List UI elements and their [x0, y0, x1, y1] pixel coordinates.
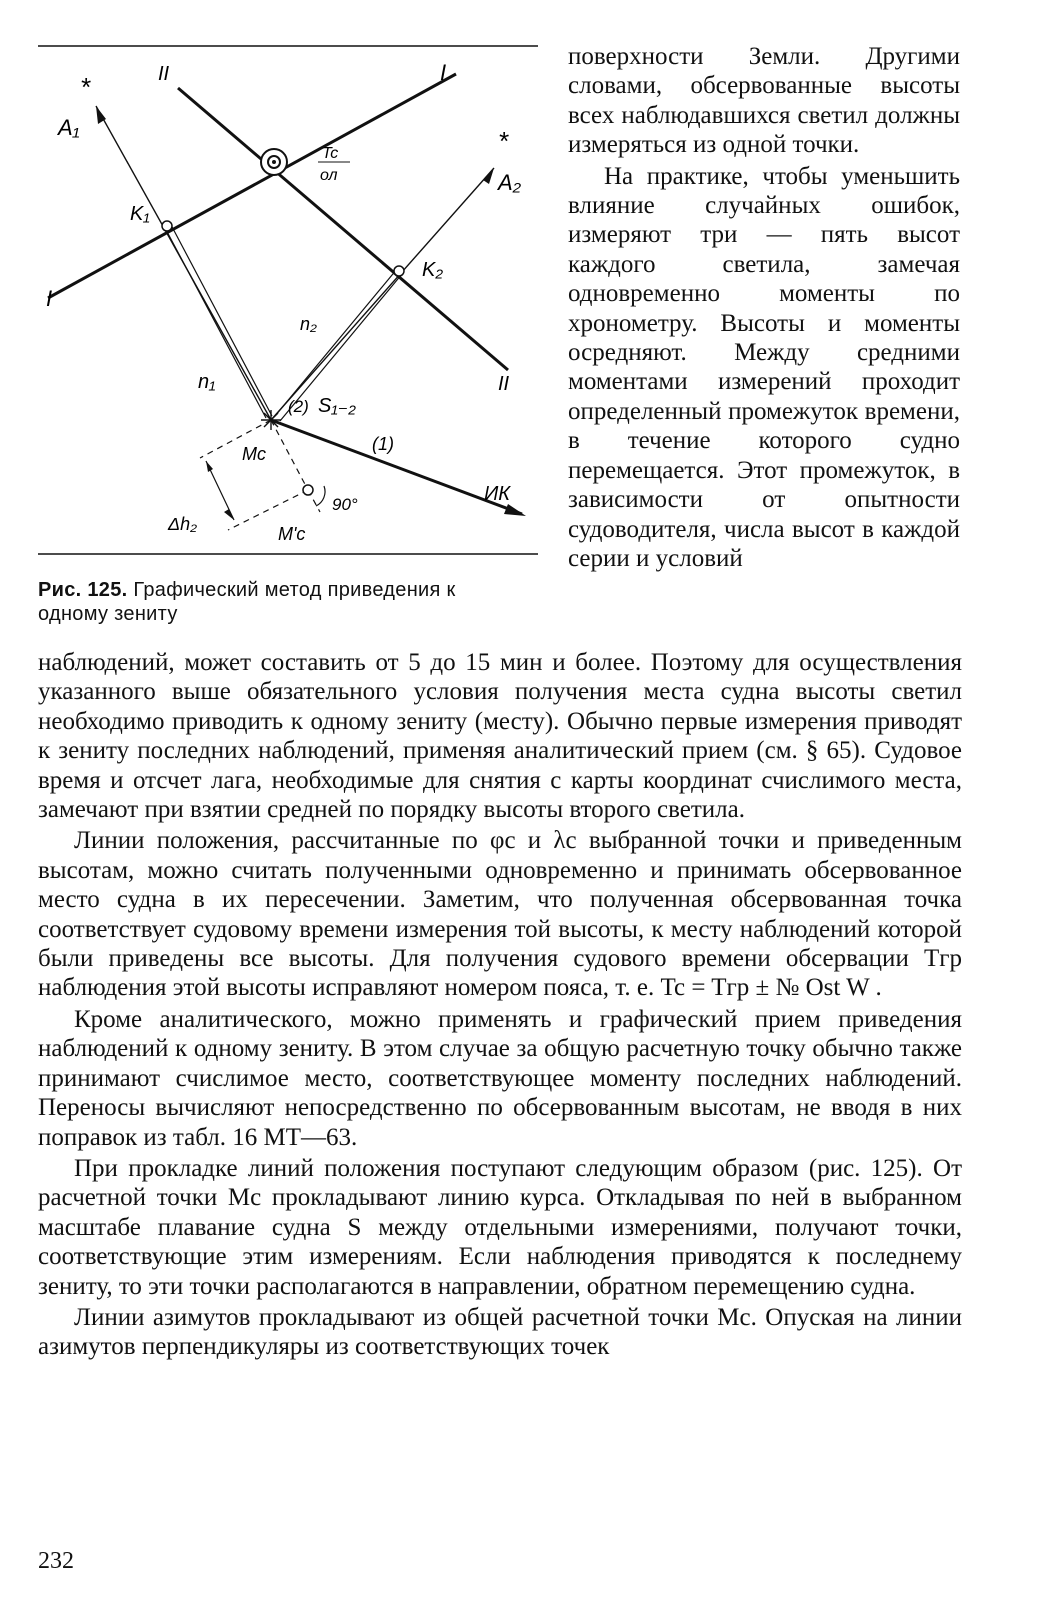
column-paragraph-2: На практике, чтобы уменьшить влияние случайных ошибок, измеряют три — пять высот каждого светила, замечая одновременно моменты по хронометру. Высоты и моменты осредняют. Между средними моментами измерений проходит определенный промежуток времени, в течение которого судно перемещается. Этот промежуток, в зависимости от опытности судоводителя, числа высот в каждой серии и условий: [568, 162, 960, 572]
figure-caption: [38, 578, 528, 626]
caption-text: Графический метод приведения к одному зениту: [38, 579, 456, 625]
right-angle-arc: [316, 486, 325, 506]
point-Mc-prime: [303, 485, 313, 495]
paragraph-position-lines: Линии положения, рассчитанные по φc и λc выбранной точки и приведенным высотам, можно считать полученными одновременно и принимать обсервованное место судна в их пересечении. Заметим, что полученная обсервованная точка соответствует судовому времени измерения той высоты, к месту наблюдений которой были приведены все высоты. Для получения судового времени обсервации Tгр наблюдения этой высоты исправляют номером пояса, т. е. Tc = Tгр ± № Ost W .: [38, 827, 962, 1002]
point-1-label: (1): [372, 434, 394, 454]
II-top-label: II: [158, 63, 170, 85]
paragraph-plotting: При прокладке линий положения поступают следующим образом (рис. 125). От расчетной точки Mc прокладывают линию курса. Откладывая по ней в выбранном масштабе плавание судна S между отдельными измерениями, получают точки, соответствующие этим измерениям. Если наблюдения приводятся к последнему зениту, то эти точки располагаются в направлении, обратном перемещению судна.: [38, 1154, 962, 1300]
paragraph-continued: наблюдений, может составить от 5 до 15 мин и более. Поэтому для осуществления указанного выше обязательного условия получения места судна высоты светил необходимо приводить к одному зениту (месту). Обычно первые измерения приводят к зениту последних наблюдений, применяя аналитический прием (см. § 65). Судовое время и отсчет лага, необходимые для снятия с карты координат счислимого места, замечают при взятии средней по порядку высоты второго светила.: [38, 649, 962, 824]
point-2-label: (2): [288, 397, 309, 416]
Mc-label: Mc: [242, 444, 266, 464]
I-left-label: I: [46, 286, 53, 311]
angle-label: 90°: [332, 495, 358, 514]
transfer-n1-b: [170, 223, 272, 416]
K2-label: K₂: [422, 259, 443, 281]
azimuth-A2-line: [271, 168, 494, 420]
Tc-label: Tc: [322, 145, 339, 162]
figure-125: [38, 40, 558, 580]
paragraph-azimuths: Линии азимутов прокладывают из общей расчетной точки Mc. Опуская на линии азимутов перпендикуляры из соответствующих точек: [38, 1303, 962, 1361]
column-paragraph-1: поверхности Земли. Другими словами, обсервованные высоты всех наблюдавшихся светил должны измеряться из одной точки.: [568, 43, 960, 159]
position-line-II: [178, 88, 508, 370]
point-Mc-icon: [261, 410, 281, 430]
point-K2: [394, 266, 404, 276]
S12-label: S₁₋₂: [318, 395, 356, 417]
A2-label: A₂: [498, 170, 522, 195]
K1-label: K₁: [130, 203, 150, 225]
caption-number: Рис. 125.: [38, 579, 128, 601]
dh-label: Δh₂: [168, 514, 197, 534]
main-text: [38, 648, 962, 1362]
I-top-label: I: [440, 60, 447, 85]
star2-label: *: [498, 126, 509, 156]
n1-label: n₁: [198, 371, 216, 393]
Mc-prime-label: M'c: [278, 524, 306, 544]
page-number: 232: [38, 1548, 74, 1574]
azimuth-A2-arrow: [483, 168, 494, 184]
star1-label: *: [80, 72, 91, 102]
n2-label: n₂: [300, 314, 317, 334]
point-K1: [162, 221, 172, 231]
transfer-n2-a: [275, 269, 397, 416]
position-line-I: [48, 74, 456, 298]
II-right-label: II: [498, 373, 510, 395]
IK-label: ИК: [484, 483, 511, 505]
A1-label: A₁: [58, 115, 80, 140]
course-arrow: [504, 504, 526, 516]
ol-label: ол: [320, 167, 338, 184]
right-column: [568, 42, 960, 573]
navigation-diagram: [38, 40, 558, 580]
paragraph-graphic-method: Кроме аналитического, можно применять и графический прием приведения наблюдений к одному зениту. В этом случае за общую расчетную точку обычно также принимают счислимое место, соответствующее моменту последних наблюдений. Переносы вычисляют непосредственно по обсервованным высотам, не вводя в них поправок из табл. 16 МТ—63.: [38, 1005, 962, 1151]
